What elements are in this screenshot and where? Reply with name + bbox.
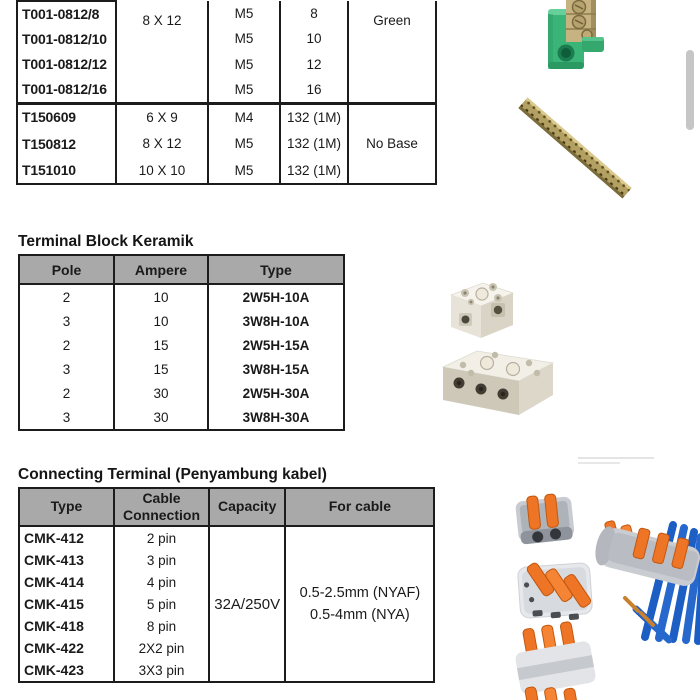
for-cable-line: 0.5-4mm (NYA): [310, 607, 410, 623]
table-header-row: [19, 255, 344, 284]
qty-cell: 132 (1M): [280, 130, 348, 157]
for-cable-line: 0.5-2.5mm (NYAF): [299, 584, 421, 601]
table-row: CMK-414 4 pin: [19, 571, 434, 593]
header-ampere: Ampere: [114, 255, 208, 284]
header-for-cable: For cable: [285, 488, 434, 526]
table-row: CMK-412 2 pin 32A/250V 0.5-2.5mm (NYAF) 0.5-4mm (NYA): [19, 526, 434, 549]
qty-cell: 10: [280, 26, 348, 51]
qty-cell: 132 (1M): [280, 157, 348, 184]
keramik-table: [18, 254, 345, 431]
connecting-table: [18, 487, 435, 683]
qty-cell: 12: [280, 51, 348, 77]
screw-cell: M5: [208, 157, 280, 184]
capacity-cell: 32A/250V: [209, 526, 285, 682]
scrollbar-thumb[interactable]: [686, 50, 694, 130]
part-code-cell: T001-0812/12: [17, 51, 116, 77]
part-code-cell: T150609: [17, 103, 116, 130]
screw-cell: M5: [208, 51, 280, 77]
header-pole: Pole: [19, 255, 114, 284]
connecting-terminals-image: [505, 485, 700, 700]
part-code-cell: T001-0812/8: [17, 1, 116, 26]
part-code-cell: T001-0812/16: [17, 77, 116, 103]
screw-cell: M5: [208, 130, 280, 157]
header-capacity: Capacity: [209, 488, 285, 526]
table-row: 3 15 3W8H-15A: [19, 357, 344, 381]
header-cable-connection: Cable Connection: [114, 488, 209, 526]
header-type: Type: [19, 488, 114, 526]
qty-cell: 16: [280, 77, 348, 103]
connecting-section-title: Connecting Terminal (Penyambung kabel): [18, 466, 327, 483]
qty-cell: 132 (1M): [280, 103, 348, 130]
table-row: 2 30 2W5H-30A: [19, 381, 344, 405]
screw-cell: M5: [208, 26, 280, 51]
header-type: Type: [208, 255, 344, 284]
brass-terminal-strip-image: [505, 92, 645, 204]
table-row: 3 10 3W8H-10A: [19, 309, 344, 333]
part-code-cell: T001-0812/10: [17, 26, 116, 51]
keramik-section-title: Terminal Block Keramik: [18, 233, 194, 250]
part-code-cell: T150812: [17, 130, 116, 157]
spec-table: [16, 0, 437, 185]
color-cell: Green: [348, 1, 436, 103]
table-row: CMK-413 3 pin: [19, 549, 434, 571]
base-cell: No Base: [348, 103, 436, 184]
table-row: 2 10 2W5H-10A: [19, 284, 344, 309]
part-code-cell: T151010: [17, 157, 116, 184]
table-row: 3 30 3W8H-30A: [19, 405, 344, 430]
screw-cell: M5: [208, 77, 280, 103]
screw-cell: M4: [208, 103, 280, 130]
table-row: CMK-423 3X3 pin: [19, 659, 434, 682]
size-cell: 6 X 9: [116, 103, 208, 130]
ceramic-terminal-blocks-image: [435, 265, 560, 435]
table-row: 2 15 2W5H-15A: [19, 333, 344, 357]
screw-cell: M5: [208, 1, 280, 26]
table-row: CMK-418 8 pin: [19, 615, 434, 637]
green-terminal-block-image: [535, 0, 615, 80]
size-cell: 8 X 12: [116, 130, 208, 157]
size-cell: 10 X 10: [116, 157, 208, 184]
size-cell: 8 X 12: [116, 1, 208, 103]
table-row: CMK-422 2X2 pin: [19, 637, 434, 659]
for-cable-cell: [285, 526, 434, 682]
watermark-text: [578, 457, 656, 467]
table-row: CMK-415 5 pin: [19, 593, 434, 615]
table-header-row: [19, 488, 434, 526]
qty-cell: 8: [280, 1, 348, 26]
